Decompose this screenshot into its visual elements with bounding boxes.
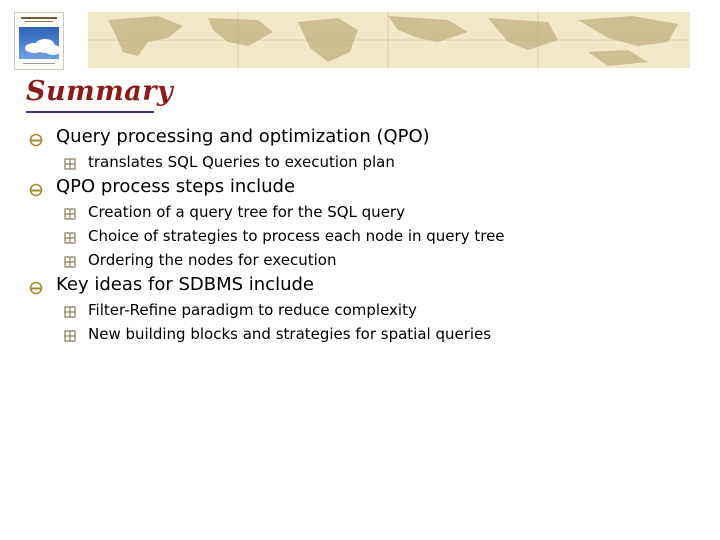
bullet-icon	[29, 183, 43, 197]
book-cover-logo	[14, 12, 64, 70]
sub-bullet-icon	[64, 256, 76, 268]
title-underline	[26, 111, 154, 113]
bullet-icon	[29, 133, 43, 147]
sub-bullet-item: Creation of a query tree for the SQL query	[88, 203, 405, 221]
sub-bullet-icon	[64, 208, 76, 220]
sub-bullet-icon	[64, 330, 76, 342]
sub-bullet-item: translates SQL Queries to execution plan	[88, 153, 395, 171]
slide-title: Summary	[26, 76, 174, 107]
sub-bullet-item: Choice of strategies to process each node in query tree	[88, 227, 505, 245]
sub-bullet-icon	[64, 232, 76, 244]
world-map-banner	[88, 12, 690, 68]
bullet-item: Query processing and optimization (QPO)	[56, 126, 430, 147]
bullet-item: QPO process steps include	[56, 176, 296, 197]
sub-bullet-icon	[64, 306, 76, 318]
bullet-icon	[29, 281, 43, 295]
sub-bullet-item: New building blocks and strategies for spatial queries	[88, 325, 492, 343]
sub-bullet-item: Ordering the nodes for execution	[88, 251, 337, 269]
sub-bullet-item: Filter-Refine paradigm to reduce complexity	[88, 301, 417, 319]
bullet-item: Key ideas for SDBMS include	[56, 274, 314, 295]
sub-bullet-icon	[64, 158, 76, 170]
